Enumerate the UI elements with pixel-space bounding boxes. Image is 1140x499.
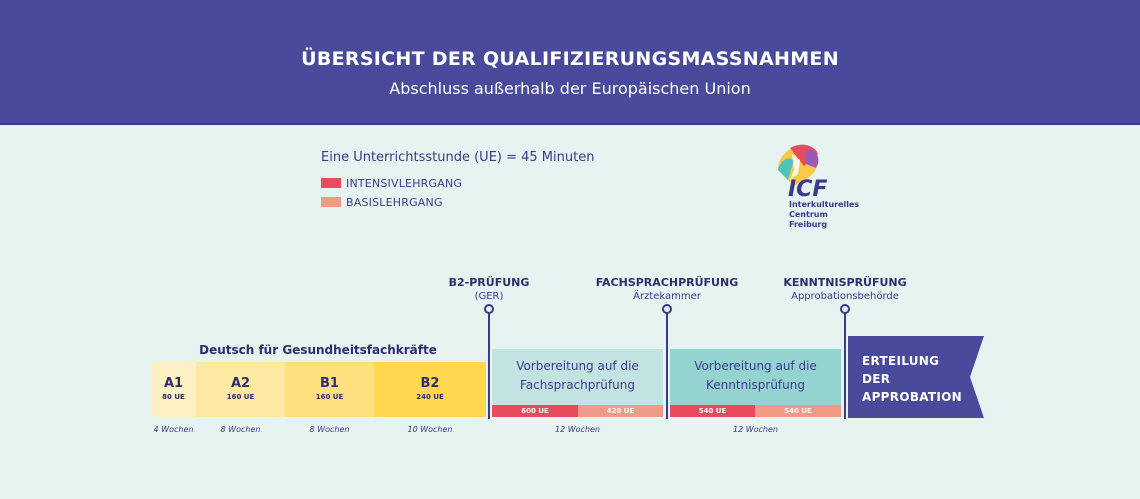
legend-label-basis: BASISLEHRGANG — [346, 195, 443, 209]
prep-fsp-line2: Fachsprachprüfung — [520, 378, 635, 392]
prep-kp-label — [670, 357, 841, 395]
level-b1-ue: 160 UE — [315, 393, 344, 401]
milestone-b2-line — [488, 313, 490, 419]
approbation-label — [862, 352, 962, 406]
legend-item-basis — [321, 195, 443, 209]
page-title: ÜBERSICHT DER QUALIFIZIERUNGSMASSNAHMEN — [301, 48, 839, 70]
milestone-kp-sub: Approbationsbehörde — [791, 291, 899, 302]
weeks-kp: 12 Wochen — [733, 425, 778, 434]
approbation-line1: ERTEILUNG — [862, 354, 940, 368]
prep-kp-intensiv-bar: 540 UE — [670, 405, 755, 417]
prep-kp-line2: Kenntnisprüfung — [706, 378, 805, 392]
prep-kp-basis-bar: 540 UE — [755, 405, 841, 417]
legend-label-intensiv: INTENSIVLEHRGANG — [346, 176, 463, 190]
milestone-b2-sub: (GER) — [474, 291, 504, 302]
level-a2-name: A2 — [230, 376, 251, 391]
level-b2-ue: 240 UE — [416, 393, 444, 401]
legend-swatch-intensiv — [321, 178, 341, 188]
header-banner — [0, 0, 1140, 125]
milestone-kp-title: KENNTNISPRÜFUNG — [783, 276, 907, 289]
ue-note: Eine Unterrichtsstunde (UE) = 45 Minuten — [321, 150, 595, 165]
milestone-fsp-title: FACHSPRACHPRÜFUNG — [595, 276, 739, 289]
weeks-fsp: 12 Wochen — [555, 425, 600, 434]
logo-subtext — [789, 200, 859, 230]
legend-swatch-basis — [321, 197, 341, 207]
page-subtitle: Abschluss außerhalb der Europäischen Union — [389, 79, 751, 98]
level-b1 — [285, 362, 374, 417]
level-a1-ue: 80 UE — [162, 393, 185, 401]
logo-line-1: Interkulturelles — [789, 200, 860, 209]
milestone-fsp-line — [666, 313, 668, 419]
level-a1-name: A1 — [163, 376, 184, 391]
prep-fsp-basis-bar: 420 UE — [578, 405, 663, 417]
level-a2 — [196, 362, 285, 417]
level-a2-ue: 160 UE — [226, 393, 255, 401]
prep-fsp-intensiv-bar: 600 UE — [492, 405, 578, 417]
approbation-line3: APPROBATION — [862, 390, 963, 404]
logo-line-3: Freiburg — [789, 220, 828, 229]
level-b1-name: B1 — [320, 376, 339, 391]
milestone-fsp-sub: Ärztekammer — [633, 291, 701, 302]
approbation-line2: DER — [862, 372, 891, 386]
prep-fsp-label — [492, 357, 663, 395]
weeks-a2: 8 Wochen — [220, 425, 261, 434]
milestone-b2-title: B2-PRÜFUNG — [448, 276, 530, 289]
milestone-kp-line — [844, 313, 846, 419]
level-b2-name: B2 — [420, 376, 440, 391]
level-b2 — [374, 362, 486, 417]
legend-item-intensiv — [321, 176, 462, 190]
weeks-a1: 4 Wochen — [153, 425, 194, 434]
weeks-b1: 8 Wochen — [309, 425, 350, 434]
deutsch-title: Deutsch für Gesundheitsfachkräfte — [199, 343, 437, 357]
prep-fsp-line1: Vorbereitung auf die — [516, 359, 639, 373]
logo-line-2: Centrum — [789, 210, 828, 219]
prep-kp-line1: Vorbereitung auf die — [694, 359, 817, 373]
weeks-b2: 10 Wochen — [407, 425, 453, 434]
level-a1 — [151, 362, 196, 417]
logo-mark: ICF — [788, 177, 828, 202]
